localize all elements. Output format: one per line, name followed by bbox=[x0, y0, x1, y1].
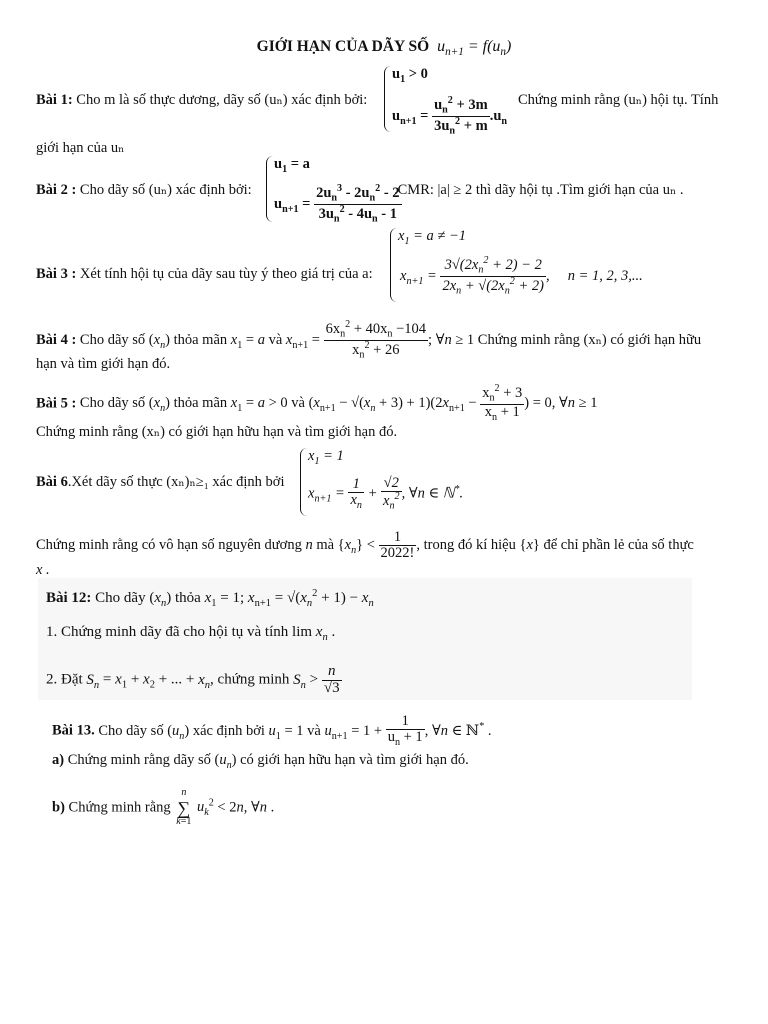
problem-3-brace bbox=[390, 228, 397, 302]
problem-13-item-a: a) Chứng minh rằng dãy số $(u_n)$ có giới hạn hữu hạn và tìm giới hạn đó. bbox=[52, 752, 469, 771]
problem-2-cond-1: $u_1 = a$ bbox=[274, 156, 310, 175]
problem-2-after: .CMR: |a| ≥ 2 thì dãy hội tụ .Tìm giới hạn của uₙ . bbox=[394, 182, 684, 198]
problem-5-label: Bài 5 : bbox=[36, 395, 77, 412]
problem-6-brace bbox=[300, 448, 307, 516]
problem-4-cont: hạn và tìm giới hạn đó. bbox=[36, 356, 171, 372]
problem-1-brace bbox=[384, 66, 391, 132]
problem-1-cont: giới hạn của uₙ bbox=[36, 140, 125, 156]
problem-3 bbox=[36, 266, 373, 283]
problem-3-cond-1: $x_1 = a \ne -1$ bbox=[398, 228, 467, 247]
problem-2-text: Cho dãy số (uₙ) xác định bởi: bbox=[79, 182, 252, 198]
problem-1-after: Chứng minh rằng (uₙ) hội tụ. Tính bbox=[518, 92, 719, 108]
problem-4-after: Chứng minh rằng (xₙ) có giới hạn hữu bbox=[477, 332, 702, 349]
problem-12-item-2: 2. Đặt $S_n = x_1 + x_2$ + ... + $x_n$, chứng minh $S_n$ > $\frac{n}{√3}$ bbox=[46, 663, 340, 696]
problem-3-text: Xét tính hội tụ của dãy sau tùy ý theo giá trị của a: bbox=[79, 266, 373, 282]
page-title bbox=[0, 38, 768, 58]
problem-4-label: Bài 4 : bbox=[36, 332, 77, 349]
problem-2-label: Bài 2 : bbox=[36, 182, 77, 198]
problem-6-cont2: x . bbox=[36, 562, 50, 578]
problem-12-label: Bài 12: bbox=[46, 590, 92, 606]
problem-13-label: Bài 13. bbox=[52, 722, 95, 739]
title-text: GIỚI HẠN CỦA DÃY SỐ bbox=[256, 38, 430, 55]
problem-1-label: Bài 1: bbox=[36, 92, 73, 108]
problem-13 bbox=[52, 714, 492, 749]
problem-12-item-1: 1. Chứng minh dãy đã cho hội tụ và tính $\lim x_n$ . bbox=[46, 624, 336, 643]
problem-3-label: Bài 3 : bbox=[36, 266, 77, 282]
problem-3-cond-2: $x_{n+1}$ = $\frac{3√(2x_n^2 + 2) - 2}{2x_n + √(2x_n^2 + 2)}$ , n = 1, 2, 3,... bbox=[400, 255, 643, 298]
problem-12 bbox=[46, 588, 374, 609]
problem-5-text: Cho dãy số $(x_n)$ thỏa mãn $x_1 = a > 0$ và $(x_{n+1} - √(x_n + 3) + 1)(2x_{n+1}$ − $\frac{x_n^2 + 3}{x_n + 1}$ ) = 0, ∀n ≥ 1 bbox=[79, 383, 598, 424]
problem-6-text: .Xét dãy số thực (xₙ)ₙ≥₁ xác định bởi bbox=[67, 474, 285, 490]
problem-13-text: Cho dãy số $(u_n)$ xác định bởi $u_1 = 1$ và $u_{n+1} = 1$ + $\frac{1}{u_n + 1}$ , ∀n ∈ ℕ* . bbox=[98, 713, 492, 749]
problem-1-text: Cho m là số thực dương, dãy số (uₙ) xác định bởi: bbox=[76, 92, 368, 108]
problem-1 bbox=[36, 92, 367, 109]
problem-6 bbox=[36, 474, 284, 491]
problem-2-cond-2: $u_{n+1}$ = $\frac{2u_n^3 - 2u_n^2 - 2}{3u_n^2 - 4u_n - 1}$ bbox=[274, 183, 400, 226]
problem-4-text: Cho dãy số $(x_n)$ thỏa mãn $x_1 = a$ và $x_{n+1}$ = $\frac{6x_n^2 + 40x_n -104}{x_n^2 + 26}$ ; ∀n ≥ 1 bbox=[79, 319, 475, 362]
problem-1-cond-2: $u_{n+1}$ = $\frac{u_n^2 + 3m}{3u_n^2 + m}$ $.u_n$ bbox=[392, 95, 508, 138]
problem-6-cont: Chứng minh rằng có vô hạn số nguyên dương n mà $\{x_n\}$ < $\frac{1}{2022!}$ , trong đó kí hiệu {x} để chỉ phần lẻ của số thực bbox=[36, 529, 694, 562]
problem-6-cond-2: $x_{n+1}$ = $\frac{1}{x_n}$ + $\frac{√2}{x_n^2}$ , ∀n ∈ ℕ*. bbox=[308, 475, 464, 512]
problem-13-item-b: b) Chứng minh rằng n ∑ k=1 $u_k^2 < 2n$, ∀n . bbox=[52, 787, 275, 828]
problem-5 bbox=[36, 384, 598, 424]
problem-12-text: Cho dãy $(x_n)$ thỏa $x_1 = 1$; $x_{n+1} = √(x_n^2 + 1) - x_n$ bbox=[95, 588, 374, 609]
problem-1-cond-1: $u_1 > 0$ bbox=[392, 66, 428, 85]
problem-6-cond-1: $x_1 = 1$ bbox=[308, 448, 344, 467]
problem-6-label: Bài 6 bbox=[36, 474, 68, 490]
title-formula: $u_{n+1} = f(u_n)$ bbox=[433, 38, 512, 59]
problem-2 bbox=[36, 182, 252, 199]
problem-5-cont: Chứng minh rằng (xₙ) có giới hạn hữu hạn và tìm giới hạn đó. bbox=[36, 424, 398, 440]
problem-2-brace bbox=[266, 156, 273, 222]
